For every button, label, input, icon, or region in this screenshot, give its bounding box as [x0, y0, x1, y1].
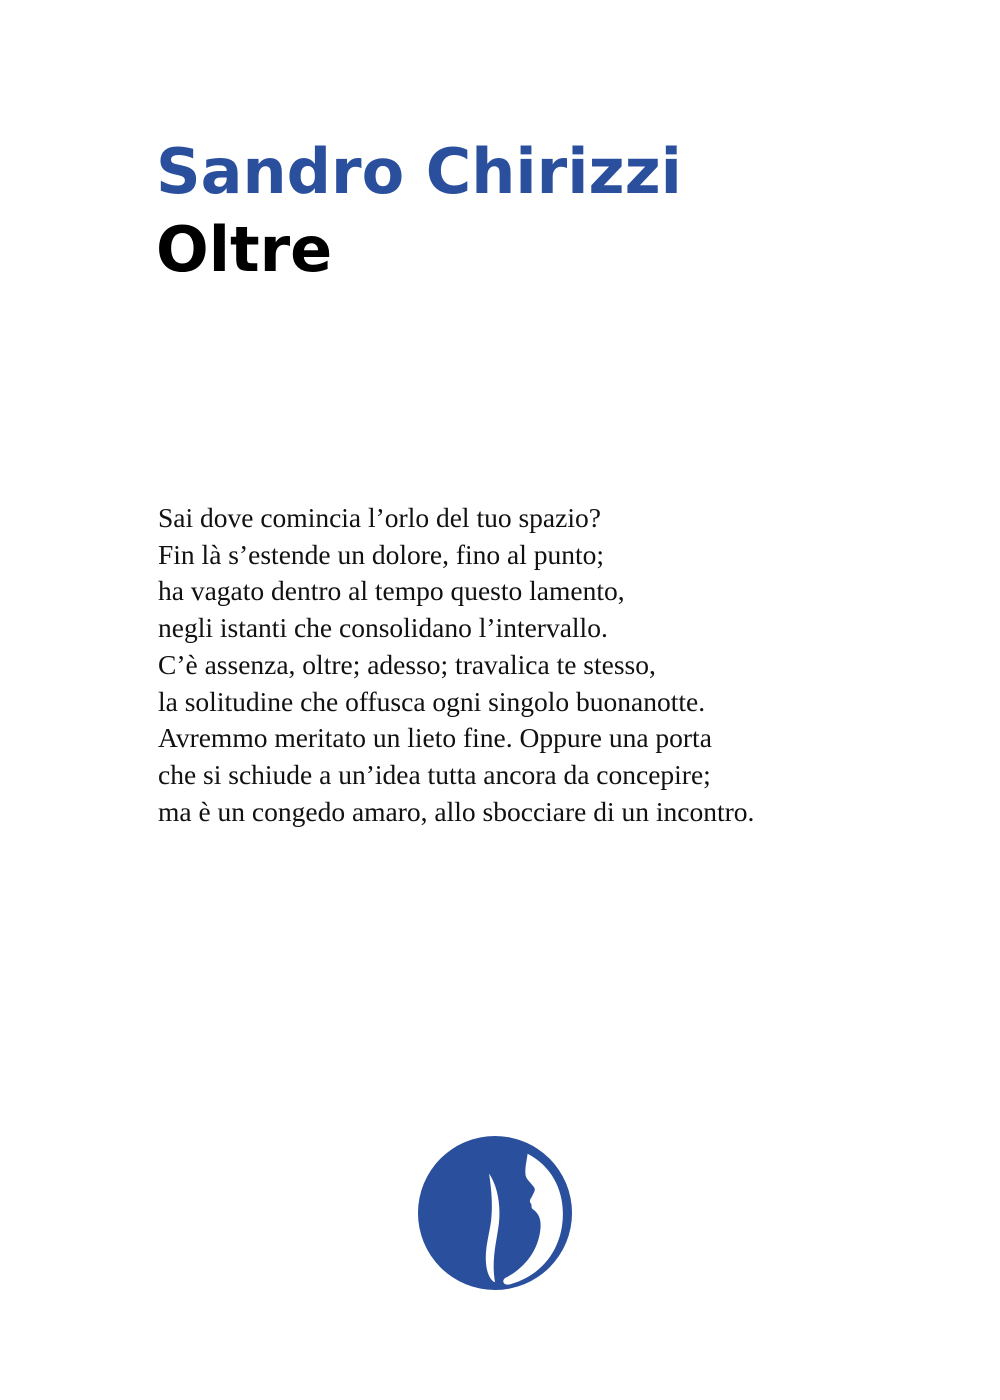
poem-line: ha vagato dentro al tempo questo lamento,: [158, 575, 625, 607]
woman-profile-circle-icon: [416, 1134, 574, 1292]
poem-body: [158, 500, 754, 830]
author-name: Sandro Chirizzi: [156, 135, 682, 208]
poem-title: Oltre: [156, 213, 333, 286]
poem-line: che si schiude a un’idea tutta ancora da concepire;: [158, 758, 711, 790]
poem-line: ma è un congedo amaro, allo sbocciare di un incontro.: [158, 795, 755, 827]
poem-line: Sai dove comincia l’orlo del tuo spazio?: [158, 502, 601, 533]
poem-line: Avremmo meritato un lieto fine. Oppure una porta: [158, 722, 712, 754]
poem-line: C’è assenza, oltre; adesso; travalica te stesso,: [158, 648, 656, 680]
poem-line: negli istanti che consolidano l’intervallo.: [158, 612, 608, 644]
poem-line: la solitudine che offusca ogni singolo buonanotte.: [158, 685, 706, 717]
poem-line: Fin là s’estende un dolore, fino al punto;: [158, 538, 605, 570]
publisher-logo: [416, 1134, 574, 1292]
